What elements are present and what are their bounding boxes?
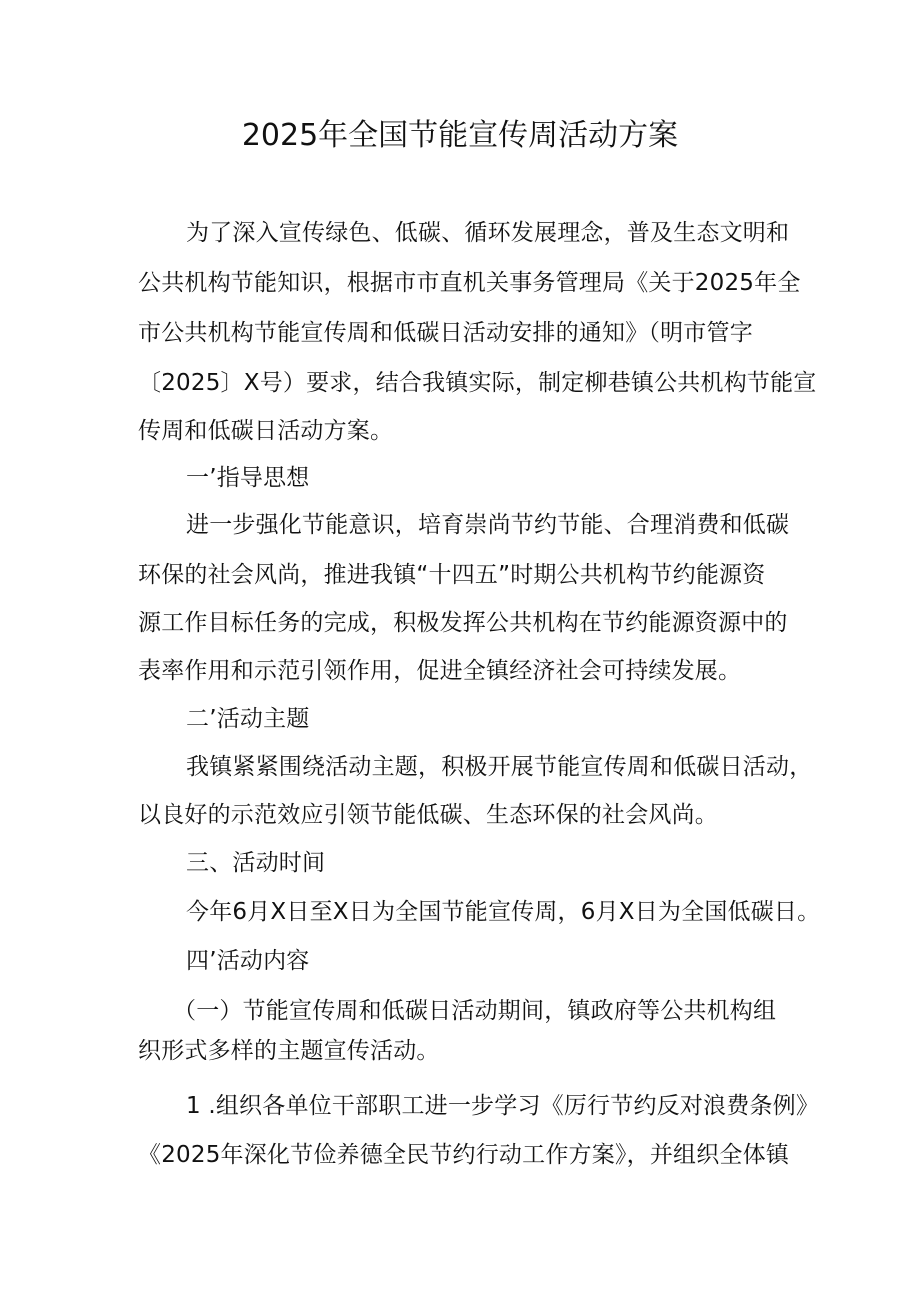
paragraph-line: 进一步强化节能意识，培育崇尚节约节能、合理消费和低碳 bbox=[186, 512, 790, 538]
section-heading: 四’活动内容 bbox=[186, 948, 310, 974]
paragraph-line: 今年6月X日至X日为全国节能宣传周，6月X日为全国低碳日。 bbox=[186, 899, 821, 925]
paragraph-line: 为了深入宣传绿色、低碳、循环发展理念，普及生态文明和 bbox=[186, 220, 790, 246]
paragraph-line: 环保的社会风尚，推进我镇“十四五”时期公共机构节约能源资 bbox=[138, 562, 766, 588]
paragraph-line: 表率作用和示范引领作用，促进全镇经济社会可持续发展。 bbox=[138, 658, 742, 684]
paragraph-line: 源工作目标任务的完成，积极发挥公共机构在节约能源资源中的 bbox=[138, 610, 788, 636]
document-title: 2025年全国节能宣传周活动方案 bbox=[241, 118, 679, 153]
paragraph-line: 以良好的示范效应引领节能低碳、生态环保的社会风尚。 bbox=[138, 802, 718, 828]
paragraph-line: 《2025年深化节俭养德全民节约行动工作方案》，并组织全体镇 bbox=[138, 1142, 790, 1168]
paragraph-line: 我镇紧紧围绕活动主题，积极开展节能宣传周和低碳日活动， bbox=[186, 754, 813, 780]
list-item: 1 .组织各单位干部职工进一步学习《厉行节约反对浪费条例》 bbox=[186, 1093, 820, 1119]
paragraph-line: （一）节能宣传周和低碳日活动期间，镇政府等公共机构组 bbox=[173, 998, 777, 1024]
section-heading: 三、活动时间 bbox=[186, 850, 326, 876]
paragraph-line: 〔2025〕X号）要求，结合我镇实际，制定柳巷镇公共机构节能宣 bbox=[138, 370, 817, 396]
paragraph-line: 公共机构节能知识，根据市市直机关事务管理局《关于2025年全 bbox=[138, 270, 801, 296]
paragraph-line: 市公共机构节能宣传周和低碳日活动安排的通知》（明市管字 bbox=[138, 320, 753, 346]
section-heading: 二’活动主题 bbox=[186, 706, 310, 732]
section-heading: 一’指导思想 bbox=[186, 465, 310, 491]
paragraph-line: 传周和低碳日活动方案。 bbox=[138, 418, 394, 444]
paragraph-line: 织形式多样的主题宣传活动。 bbox=[138, 1038, 440, 1064]
